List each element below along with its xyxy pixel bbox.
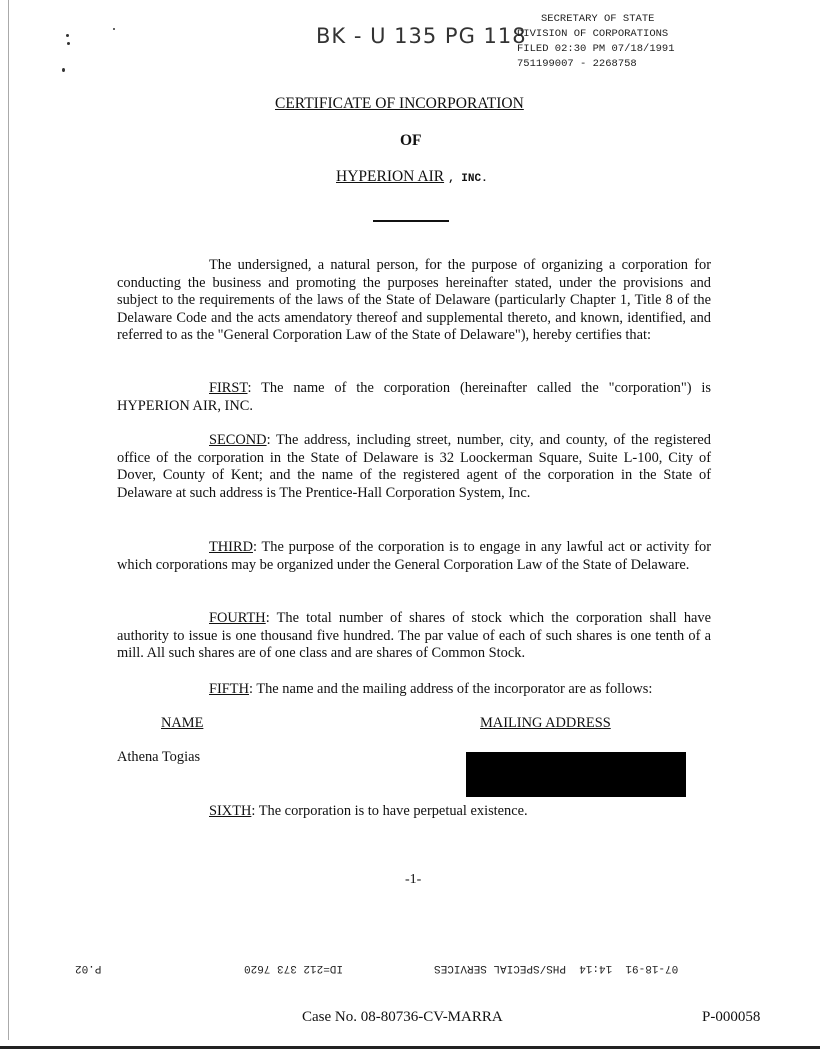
stamp-line-3: FILED 02:30 PM 07/18/1991: [517, 43, 675, 55]
article-fifth-heading: FIFTH: [209, 681, 249, 697]
intro-text: The undersigned, a natural person, for the purpose of organizing a corporation for conducting the business and promoting the purposes hereinafter stated, under the provisions and subject to the requirements of the laws of the State of Delaware (particularly Chapter 1, Title 8 of the Delaware Code and the acts amendatory thereof and supplemental thereto, and known, identified, and referred to as the "General Corporation Law of the State of Delaware"), hereby certifies that:: [117, 257, 711, 344]
name-column-header: NAME: [161, 715, 204, 731]
article-third-heading: THIRD: [209, 539, 253, 555]
scan-speck: [113, 28, 115, 30]
incorporator-name: Athena Togias: [117, 749, 201, 765]
article-second-heading: SECOND: [209, 432, 267, 448]
company-suffix: , INC.: [448, 173, 488, 185]
company-title: [336, 168, 488, 186]
book-page-stamp: BK - U 135 PG 118: [316, 24, 527, 48]
filing-stamp: [517, 12, 675, 72]
title-of: OF: [400, 132, 422, 149]
article-first-text: : The name of the corporation (hereinafter called the "corporation") is HYPERION AIR, INC.: [117, 380, 711, 414]
fax-footer-right: P.02: [75, 962, 102, 974]
stamp-line-4: 751199007 - 2268758: [517, 58, 637, 70]
article-first-heading: FIRST: [209, 380, 248, 396]
fax-footer-mid: ID=212 373 7620: [244, 962, 344, 974]
stamp-line-1: SECRETARY OF STATE: [541, 13, 655, 25]
title-rule: [373, 220, 449, 222]
scan-bottom-edge: [0, 1046, 820, 1049]
company-name: HYPERION AIR: [336, 168, 445, 185]
redacted-address-block: [466, 752, 686, 797]
case-number: Case No. 08-80736-CV-MARRA: [302, 1009, 503, 1025]
article-fifth: [117, 681, 711, 699]
article-first: [117, 380, 711, 415]
scan-edge-line: [8, 0, 9, 1040]
document-title: CERTIFICATE OF INCORPORATION: [275, 95, 524, 112]
article-fourth: [117, 610, 711, 663]
article-third-text: : The purpose of the corporation is to engage in any lawful act or activity for which corporations may be organized under the General Corporation Law of the State of Delaware.: [117, 539, 711, 573]
scan-speck: [67, 42, 70, 45]
article-fourth-heading: FOURTH: [209, 610, 266, 626]
article-fourth-text: : The total number of shares of stock which the corporation shall have authority to issue is one thousand five hundred. The par value of each of such shares is one tenth of a mill. All such shares are of one class and are shares of Common Stock.: [117, 610, 711, 662]
article-sixth: [209, 803, 528, 820]
article-second-text: : The address, including street, number, city, and county, of the registered office of the corporation in the State of Delaware is 32 Loockerman Square, Suite L-100, City of Dover, County of Kent; and the name of the registered agent of the corporation in the State of Delaware at such address is The Prentice-Hall Corporation System, Inc.: [117, 432, 711, 501]
article-second: [117, 432, 711, 502]
bates-number: P-000058: [702, 1009, 761, 1025]
intro-paragraph: [117, 257, 711, 345]
address-column-header: MAILING ADDRESS: [480, 715, 611, 731]
page-number: -1-: [405, 872, 422, 887]
article-sixth-heading: SIXTH: [209, 803, 252, 819]
article-sixth-text: : The corporation is to have perpetual existence.: [251, 803, 528, 819]
scan-speck: [66, 34, 69, 37]
fax-footer-left: 07-18-91 14:14 PHS/SPECIAL SERVICES: [434, 962, 679, 974]
scan-speck: [62, 68, 65, 72]
article-third: [117, 539, 711, 574]
article-fifth-text: : The name and the mailing address of the incorporator are as follows:: [248, 681, 653, 697]
stamp-line-2: DIVISION OF CORPORATIONS: [517, 28, 669, 40]
